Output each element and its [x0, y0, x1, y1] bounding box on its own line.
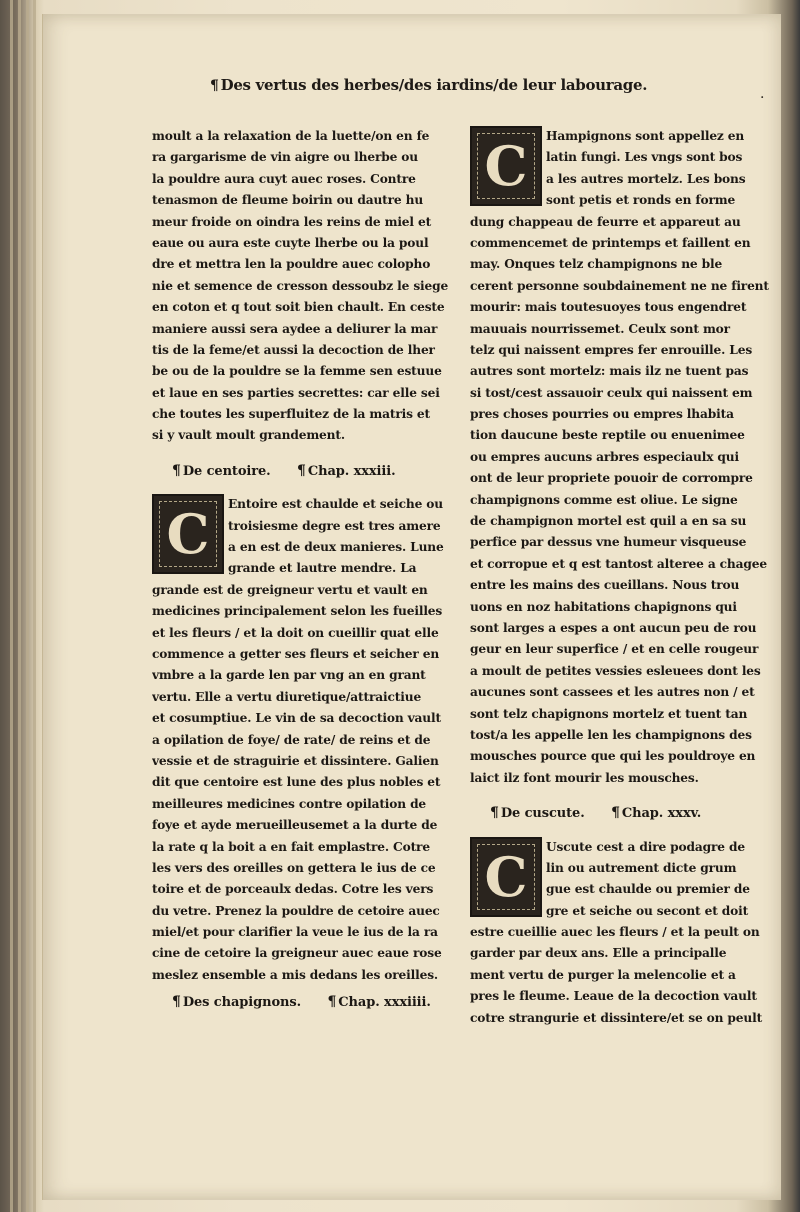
text-line: vertu. Elle a vertu diuretique/attraictiue — [152, 689, 422, 704]
text-line: grande est de greigneur vertu et vault en — [152, 582, 428, 597]
text-line: garder par deux ans. Elle a principalle — [470, 946, 727, 961]
text-line: sont larges a espes a ont aucun peu de rou — [470, 620, 757, 635]
text-line: grande et lautre mendre. La — [228, 561, 417, 576]
text-line: tost/a les appelle len les champignons des — [470, 727, 752, 742]
text-line: ment vertu de purger la melencolie et a — [470, 967, 736, 982]
paragraph-champignons — [470, 126, 770, 789]
text-line: commencemet de printemps et faillent en — [470, 235, 751, 250]
text-line: cerent personne soubdainement ne ne firent — [470, 278, 769, 293]
text-line: tion daucune beste reptile ou enuenimee — [470, 428, 745, 443]
text-line: a moult de petites vessies esleuees dont les — [470, 663, 761, 678]
pilcrow-icon: ¶ — [611, 805, 620, 822]
text-line: estre cueillie auec les fleurs / et la peult on — [470, 925, 760, 940]
text-line: gue est chaulde ou premier de — [546, 882, 750, 897]
text-block — [152, 126, 452, 447]
text-line: che toutes les superfluitez de la matris et — [152, 407, 431, 422]
text-line: les vers des oreilles on gettera le ius de ce — [152, 860, 436, 875]
text-line: a les autres mortelz. Les bons — [546, 171, 746, 186]
text-line: mourir: mais toutesuoyes tous engendret — [470, 300, 747, 315]
text-line: perfice par dessus vne humeur visqueuse — [470, 535, 747, 550]
text-line: meur froide on oindra les reins de miel et — [152, 214, 432, 229]
text-line: sont telz chapignons mortelz et tuent tan — [470, 706, 748, 721]
text-line: a opilation de foye/ de rate/ de reins et de — [152, 732, 431, 747]
text-line: si y vault moult grandement. — [152, 428, 345, 443]
page-edge — [18, 0, 21, 1212]
text-line: et corropue et q est tantost alteree a chagee — [470, 556, 767, 571]
text-line: moult a la relaxation de la luette/on en fe — [152, 129, 430, 143]
page-edge — [10, 0, 13, 1212]
text-line: vmbre a la garde len par vng an en grant — [152, 668, 426, 683]
chapter-heading-centoire: ¶ De centoire. ¶ Chap. xxxiii. — [172, 462, 396, 479]
page-edge — [26, 0, 29, 1212]
text-line: mauuais nourrissemet. Ceulx sont mor — [470, 321, 730, 336]
text-line: gre et seiche ou secont et doit — [546, 903, 749, 918]
page-edge — [33, 0, 36, 1212]
text-line: aucunes sont cassees et les autres non / et — [470, 685, 755, 700]
text-line: et les fleurs / et la doit on cueillir quat elle — [152, 625, 439, 640]
text-line: dung chappeau de feurre et appareut au — [470, 214, 741, 229]
text-line: ou empres aucuns arbres especiaulx qui — [470, 449, 739, 464]
text-line: Hampignons sont appellez en — [546, 129, 745, 143]
text-line: commence a getter ses fleurs et seicher en — [152, 647, 440, 661]
text-line: en coton et q tout soit bien chault. En ceste — [152, 300, 445, 315]
text-line: Uscute cest a dire podagre de — [546, 839, 745, 854]
text-line: de champignon mortel est quil a en sa su — [470, 514, 747, 529]
text-line: maniere aussi sera aydee a deliurer la mar — [152, 321, 438, 336]
text-line: entre les mains des cueillans. Nous trou — [470, 578, 740, 593]
text-line: et cosumptiue. Le vin de sa decoction vault — [152, 711, 441, 726]
text-line: Entoire est chaulde et seiche ou — [228, 497, 443, 512]
text-line: autres sont mortelz: mais ilz ne tuent pas — [470, 364, 749, 379]
running-head: ¶ Des vertus des herbes/des iardins/de leur labourage. — [210, 76, 648, 94]
text-line: miel/et pour clarifier la veue le ius de la ra — [152, 925, 438, 940]
text-line: latin fungi. Les vngs sont bos — [546, 150, 743, 165]
text-line: et laue en ses parties secrettes: car elle sei — [152, 385, 440, 400]
text-line: pres le fleume. Leaue de la decoction vault — [470, 989, 757, 1004]
text-line: si tost/cest assauoir ceulx qui naissent em — [470, 385, 753, 400]
decorated-initial: C — [470, 126, 542, 206]
text-line: ra gargarisme de vin aigre ou lherbe ou — [152, 150, 418, 165]
pilcrow-icon: ¶ — [172, 994, 181, 1011]
pilcrow-icon: ¶ — [172, 462, 181, 479]
text-line: meslez ensemble a mis dedans les oreilles. — [152, 967, 439, 982]
text-line: may. Onques telz champignons ne ble — [470, 257, 723, 272]
text-line: meilleures medicines contre opilation de — [152, 796, 427, 811]
chapter-heading-cuscute: ¶ De cuscute. ¶ Chap. xxxv. — [490, 805, 702, 822]
text-line: laict ilz font mourir les mousches. — [470, 770, 699, 785]
text-line: geur en leur superfice / et en celle rougeur — [470, 642, 759, 657]
text-line: be ou de la pouldre se la femme sen estuue — [152, 364, 442, 379]
chapter-heading-champignons: ¶ Des chapignons. ¶ Chap. xxxiiii. — [172, 994, 431, 1011]
text-line: la pouldre aura cuyt auec roses. Contre — [152, 171, 416, 186]
decorated-initial: C — [470, 837, 542, 917]
text-line: telz qui naissent empres fer enrouille. Les — [470, 342, 753, 357]
text-line: la rate q la boit a en fait emplastre. Cotre — [152, 839, 430, 854]
text-line: cotre strangurie et dissintere/et se on peult — [470, 1010, 763, 1025]
decorated-initial: C — [152, 494, 224, 574]
paragraph-cuscute — [470, 837, 770, 1030]
text-line: toire et de porceaulx dedas. Cotre les vers — [152, 882, 434, 897]
right-column — [470, 126, 770, 1029]
text-line: eaue ou aura este cuyte lherbe ou la poul — [152, 235, 429, 250]
text-line: tis de la feme/et aussi la decoction de lher — [152, 342, 435, 357]
text-line: vessie et de straguirie et dissintere. Galien — [152, 753, 439, 768]
text-line: a en est de deux manieres. Lune — [228, 540, 444, 555]
paragraph-centoire — [152, 494, 452, 986]
text-line: lin ou autrement dicte grum — [546, 860, 737, 875]
pilcrow-icon: ¶ — [327, 994, 337, 1011]
text-line: medicines principalement selon les fueilles — [152, 604, 443, 619]
text-line: du vetre. Prenez la pouldre de cetoire auec — [152, 903, 440, 918]
text-line: champignons comme est oliue. Le signe — [470, 492, 738, 507]
text-line: troisiesme degre est tres amere — [228, 518, 441, 533]
text-line: uons en noz habitations chapignons qui — [470, 599, 737, 614]
text-line: tenasmon de fleume boirin ou dautre hu — [152, 193, 424, 208]
text-line: ont de leur propriete pouoir de corrompre — [470, 471, 753, 486]
text-line: pres choses pourries ou empres lhabita — [470, 407, 734, 422]
pilcrow-icon: ¶ — [297, 462, 306, 479]
text-line: sont petis et ronds en forme — [546, 193, 736, 208]
text-line: cine de cetoire la greigneur auec eaue rose — [152, 946, 442, 961]
text-line: mousches pource que qui les pouldroye en — [470, 749, 756, 764]
text-line: foye et ayde merueilleusemet a la durte de — [152, 818, 438, 833]
text-line: dit que centoire est lune des plus nobles et — [152, 775, 441, 790]
pilcrow-icon: ¶ — [210, 78, 219, 94]
text-line: dre et mettra len la pouldre auec colopho — [152, 257, 431, 272]
text-line: nie et semence de cresson dessoubz le siege — [152, 278, 449, 293]
pilcrow-icon: ¶ — [490, 805, 499, 822]
left-column — [152, 126, 452, 1026]
folio-mark: · — [760, 90, 765, 106]
